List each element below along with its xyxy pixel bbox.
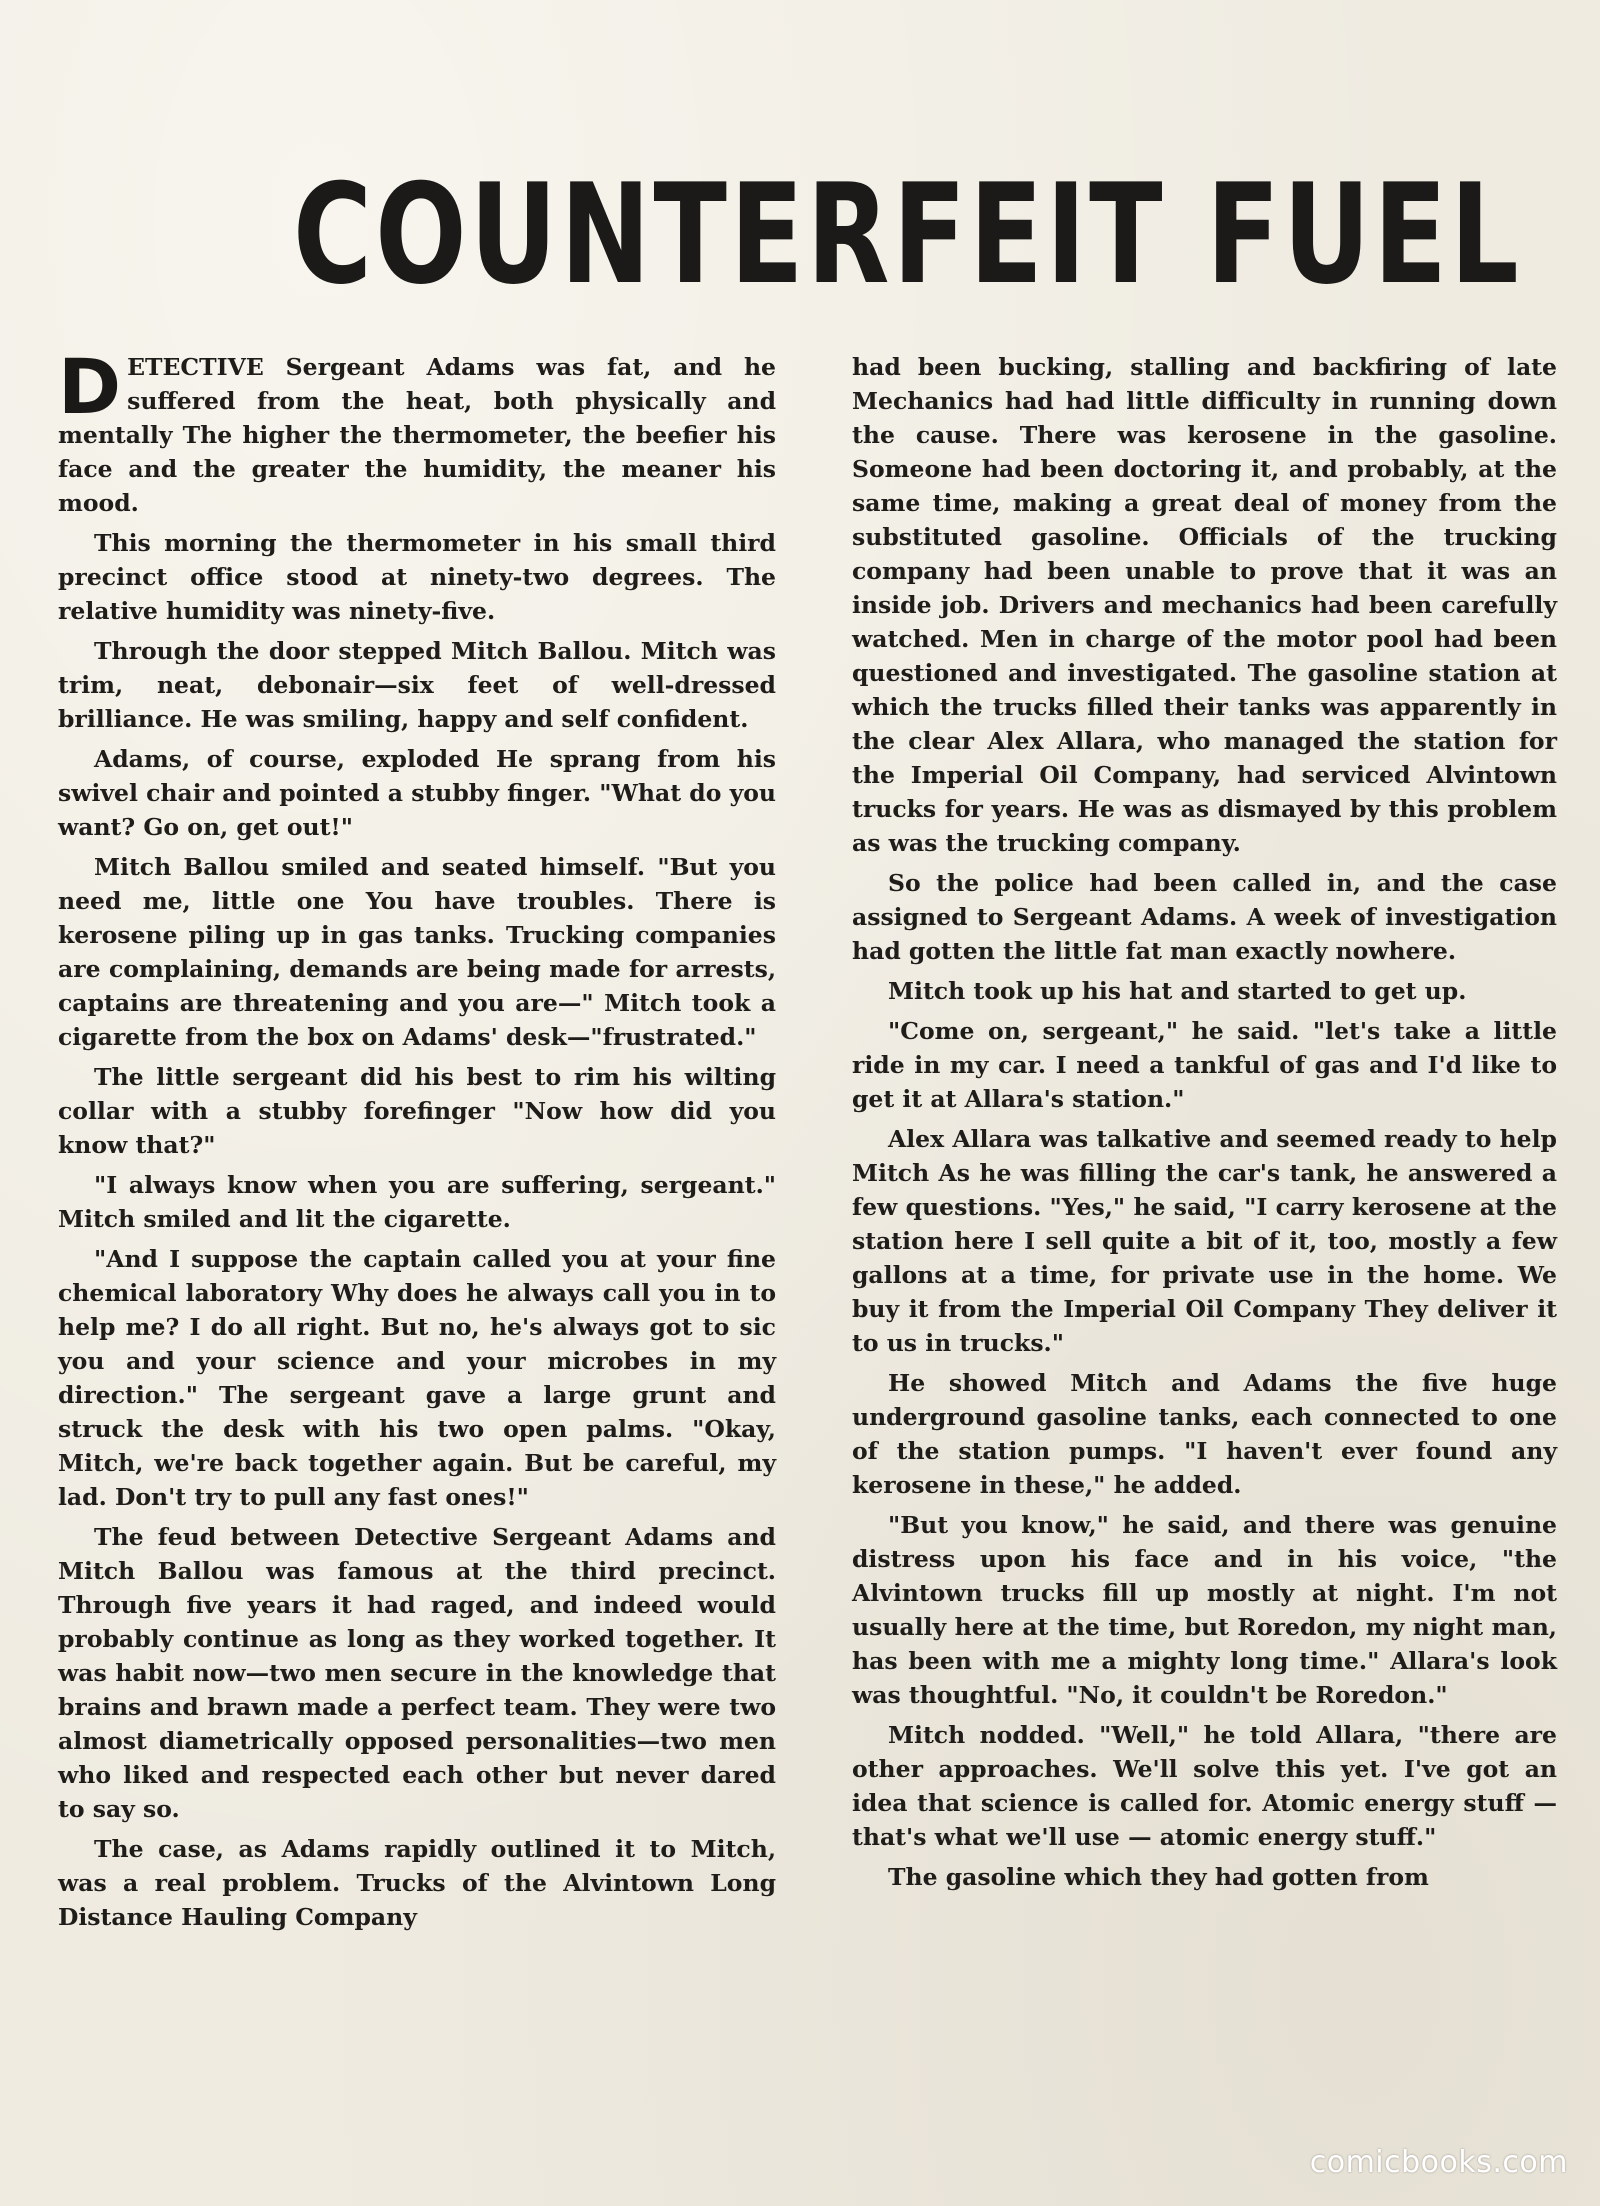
paragraph: Alex Allara was talkative and seemed ready to help Mitch As he was filling the car's tank, he answered a few questions. "Yes," he said, "I carry kerosene at the station here I sell quite a bit of it, too, mostly a few gallons at a time, for private use in the home. We buy it from the Imperial Oil Company They deliver it to us in trucks.": [852, 1125, 1557, 1357]
paragraph: "Come on, sergeant," he said. "let's take a little ride in my car. I need a tankful of gas and I'd like to get it at Allara's station.": [852, 1017, 1557, 1113]
paragraph: had been bucking, stalling and backfiring of late Mechanics had had little difficulty in running down the cause. There was kerosene in the gasoline. Someone had been doctoring it, and probably, at the same time, making a great deal of money from the substituted gasoline. Officials of the trucking company had been unable to prove that it was an inside job. Drivers and mechanics had been carefully watched. Men in charge of the motor pool had been questioned and investigated. The gasoline station at which the trucks filled their tanks was apparently in the clear Alex Allara, who managed the station for the Imperial Oil Company, had serviced Alvintown trucks for years. He was as dismayed by this problem as was the trucking company.: [852, 353, 1557, 857]
paragraph: "And I suppose the captain called you at your fine chemical laboratory Why does he always call you in to help me? I do all right. But no, he's always got to sic you and your science and your microbes in my direction." The sergeant gave a large grunt and struck the desk with his two open palms. "Okay, Mitch, we're back together again. But be careful, my lad. Don't try to pull any fast ones!": [58, 1245, 776, 1511]
site-watermark: comicbooks.com: [1309, 2145, 1568, 2180]
paragraph: The case, as Adams rapidly outlined it to Mitch, was a real problem. Trucks of the Alvintown Long Distance Hauling Company: [58, 1835, 776, 1931]
paragraph: Mitch took up his hat and started to get up.: [888, 977, 1467, 1005]
paragraph: Through the door stepped Mitch Ballou. Mitch was trim, neat, debonair—six feet of well-dressed brilliance. He was smiling, happy and self confident.: [58, 637, 776, 733]
text-column-left: [58, 342, 776, 1940]
story-title: COUNTERFEIT FUEL: [293, 154, 1522, 315]
paragraph: The gasoline which they had gotten from: [888, 1863, 1429, 1891]
paragraph: Adams, of course, exploded He sprang from his swivel chair and pointed a stubby finger. "What do you want? Go on, get out!": [58, 745, 776, 841]
paragraph: [58, 342, 776, 520]
paragraph: The feud between Detective Sergeant Adams and Mitch Ballou was famous at the third precinct. Through five years it had raged, and indeed would probably continue as long as they worked together. It was habit now—two men secure in the knowledge that brains and brawn made a perfect team. They were two almost diametrically opposed personalities—two men who liked and respected each other but never dared to say so.: [58, 1523, 776, 1823]
paragraph-text: ETECTIVE Sergeant Adams was fat, and he suffered from the heat, both physically and mentally The higher the thermometer, the beefier his face and the greater the humidity, the meaner his mood.: [58, 353, 776, 517]
paragraph: This morning the thermometer in his small third precinct office stood at ninety-two degrees. The relative humidity was ninety-five.: [58, 529, 776, 625]
paragraph: The little sergeant did his best to rim his wilting collar with a stubby forefinger "Now how did you know that?": [58, 1063, 776, 1159]
drop-cap: D: [58, 342, 122, 431]
text-column-right: [852, 350, 1557, 1900]
paragraph: Mitch Ballou smiled and seated himself. "But you need me, little one You have troubles. There is kerosene piling up in gas tanks. Trucking companies are complaining, demands are being made for arrests, captains are threatening and you are—" Mitch took a cigarette from the box on Adams' desk—"frustrated.": [58, 853, 776, 1051]
paragraph: So the police had been called in, and the case assigned to Sergeant Adams. A week of investigation had gotten the little fat man exactly nowhere.: [852, 869, 1557, 965]
paragraph: "But you know," he said, and there was genuine distress upon his face and in his voice, "the Alvintown trucks fill up mostly at night. I'm not usually here at the time, but Roredon, my night man, has been with me a mighty long time." Allara's look was thoughtful. "No, it couldn't be Roredon.": [852, 1511, 1557, 1709]
paragraph: "I always know when you are suffering, sergeant." Mitch smiled and lit the cigarette.: [58, 1171, 776, 1233]
paragraph: He showed Mitch and Adams the five huge underground gasoline tanks, each connected to one of the station pumps. "I haven't ever found any kerosene in these," he added.: [852, 1369, 1557, 1499]
paragraph: Mitch nodded. "Well," he told Allara, "there are other approaches. We'll solve this yet. I've got an idea that science is called for. Atomic energy stuff — that's what we'll use — atomic energy stuff.": [852, 1721, 1557, 1851]
